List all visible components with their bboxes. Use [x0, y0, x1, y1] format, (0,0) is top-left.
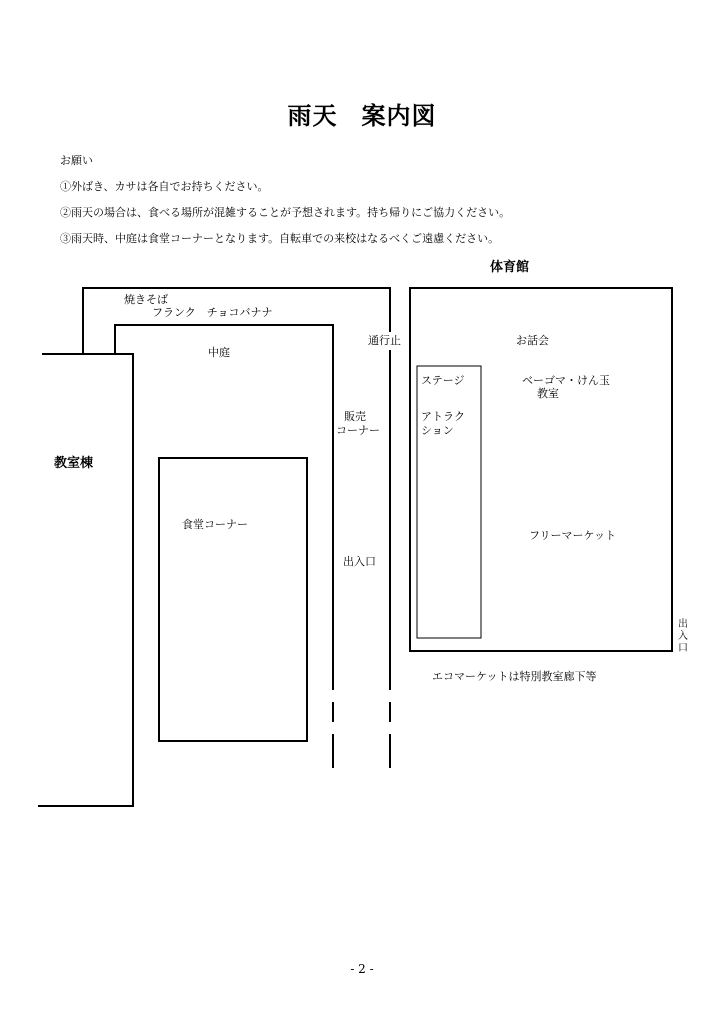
dining-corner-label: 食堂コーナー [182, 518, 248, 531]
sales-label-line2: コーナー [336, 424, 380, 437]
no-entry-label: 通行止 [368, 334, 401, 347]
yakisoba-label: 焼きそば [124, 293, 168, 306]
side-entrance-char: 入 [678, 631, 688, 642]
beigoma-label-line1: ベーゴマ・けん玉 [522, 374, 610, 387]
note-item-3: ③雨天時、中庭は食堂コーナーとなります。自転車での来校はなるべくご遠慮ください。 [60, 232, 500, 245]
side-entrance-char: 出 [678, 619, 688, 630]
storytelling-label: お話会 [516, 334, 549, 347]
entrance-label: 出入口 [343, 555, 376, 568]
classroom-building-label: 教室棟 [54, 456, 94, 471]
attraction-label-line2: ション [421, 424, 454, 437]
attraction-label-line1: アトラク [421, 410, 465, 423]
frank-banana-label: フランク チョコバナナ [152, 306, 273, 319]
side-entrance-char: 口 [678, 643, 688, 654]
flea-market-label: フリーマーケット [529, 529, 617, 542]
title-part-guide-map: 案内図 [361, 102, 437, 130]
side-entrance-label [676, 619, 690, 655]
page-number: - 2 - [350, 962, 374, 976]
notes-heading: お願い [60, 154, 93, 167]
dining-corner-box [159, 458, 307, 741]
courtyard-boundary-line [115, 325, 333, 768]
note-item-2: ②雨天の場合は、食べる場所が混雑することが予想されます。持ち帰りにご協力ください。 [60, 206, 511, 219]
classroom-building-outline [38, 354, 133, 806]
gym-label: 体育館 [490, 260, 530, 275]
stage-label: ステージ [421, 374, 465, 387]
note-item-1: ①外ばき、カサは各自でお持ちください。 [60, 180, 269, 193]
beigoma-label-line2: 教室 [537, 387, 559, 400]
stage-box [417, 366, 481, 638]
title-part-rain: 雨天 [287, 102, 338, 130]
eco-market-note: エコマーケットは特別教室廊下等 [432, 670, 597, 683]
sales-label-line1: 販売 [344, 410, 366, 423]
courtyard-label: 中庭 [208, 346, 230, 359]
